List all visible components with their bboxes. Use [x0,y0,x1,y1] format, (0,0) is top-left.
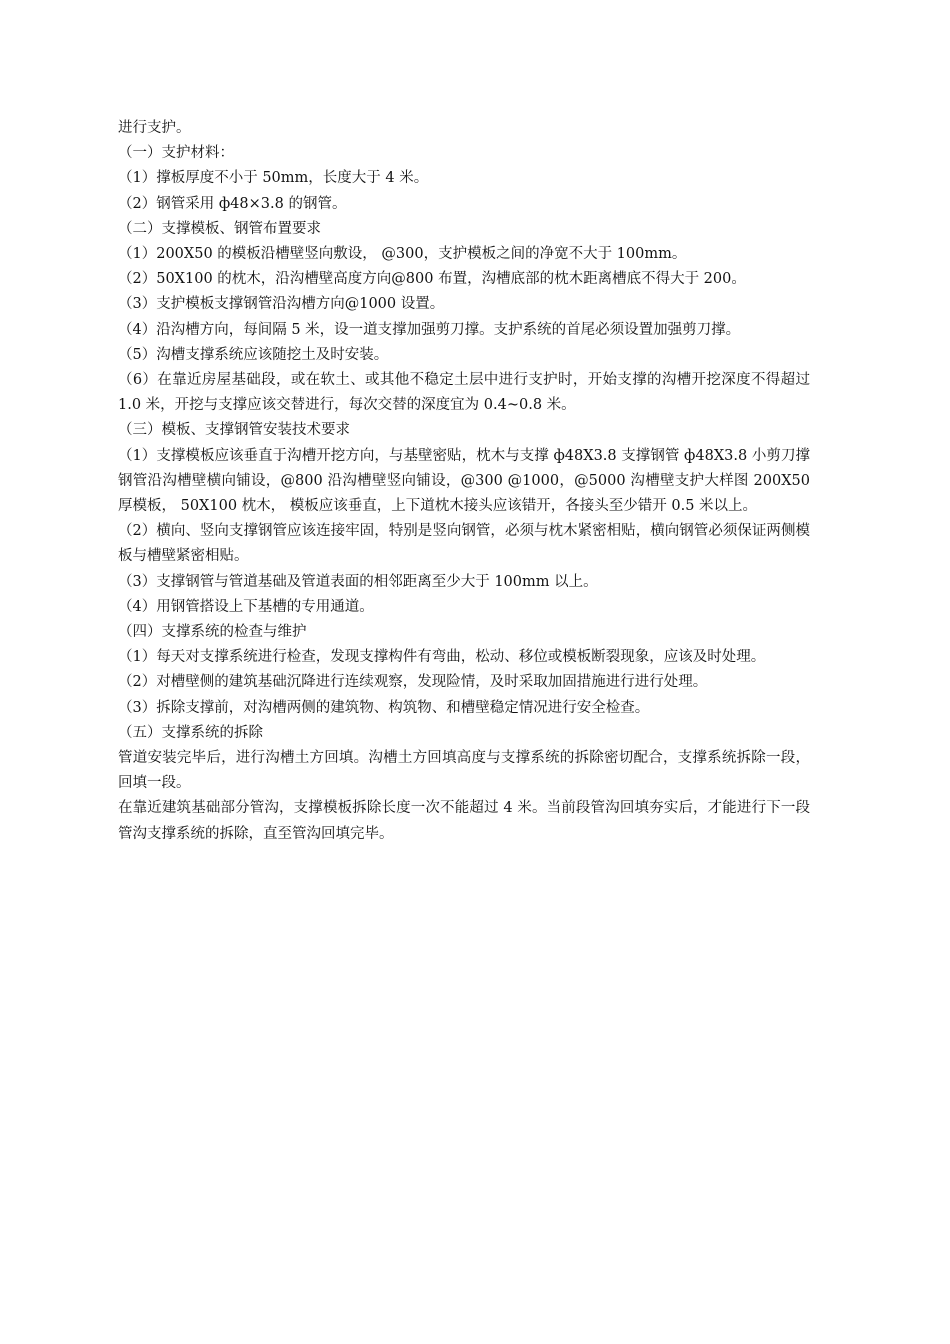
paragraph: （2）钢管采用 ф48×3.8 的钢管。 [118,195,347,212]
paragraph: （3）支撑钢管与管道基础及管道表面的相邻距离至少大于 100mm 以上。 [118,573,598,590]
section-heading: （三）模板、支撑钢管安装技术要求 [118,422,350,439]
paragraph: （2）50X100 的枕木，沿沟槽壁高度方向@800 布置，沟槽底部的枕木距离槽底不得大于 200。 [118,271,746,288]
paragraph: （2）横向、竖向支撑钢管应该连接牢固，特别是竖向钢管，必须与枕木紧密相贴，横向钢管必须保证两侧模板与槽壁紧密相贴。 [118,523,810,565]
paragraph: 进行支护。 [118,120,191,136]
paragraph: （6）在靠近房屋基础段，或在软土、或其他不稳定土层中进行支护时，开始支撑的沟槽开挖深度不得超过 1.0 米，开挖与支撑应该交替进行，每次交替的深度宜为 0.4~0.8 米。 [118,372,810,414]
section-heading: （二）支撑模板、钢管布置要求 [118,220,321,237]
paragraph: （3）拆除支撑前，对沟槽两侧的建筑物、构筑物、和槽壁稳定情况进行安全检查。 [118,699,650,716]
document-body [118,116,810,847]
paragraph: （4）沿沟槽方向，每间隔 5 米，设一道支撑加强剪刀撑。支护系统的首尾必须设置加强剪刀撑。 [118,321,741,338]
paragraph: 在靠近建筑基础部分管沟，支撑模板拆除长度一次不能超过 4 米。当前段管沟回填夯实后，才能进行下一段管沟支撑系统的拆除，直至管沟回填完毕。 [118,800,810,842]
paragraph: （1）撑板厚度不小于 50mm，长度大于 4 米。 [118,170,429,187]
section-heading: （五）支撑系统的拆除 [118,724,263,741]
paragraph: （2）对槽壁侧的建筑基础沉降进行连续观察，发现险情，及时采取加固措施进行进行处理。 [118,674,708,691]
paragraph: （4）用钢管搭设上下基槽的专用通道。 [118,598,374,615]
section-heading: （四）支撑系统的检查与维护 [118,624,307,641]
paragraph: （3）支护模板支撑钢管沿沟槽方向@1000 设置。 [118,296,445,313]
paragraph: （1）200X50 的模板沿槽壁竖向敷设， @300，支护模板之间的净宽不大于 100mm。 [118,246,687,263]
section-heading: （一）支护材料： [118,145,234,162]
paragraph: （5）沟槽支撑系统应该随挖土及时安装。 [118,346,389,363]
paragraph: （1）每天对支撑系统进行检查，发现支撑构件有弯曲，松动、移位或模板断裂现象，应该及时处理。 [118,649,766,666]
paragraph: 管道安装完毕后，进行沟槽土方回填。沟槽土方回填高度与支撑系统的拆除密切配合，支撑系统拆除一段，回填一段。 [118,750,810,792]
paragraph: （1）支撑模板应该垂直于沟槽开挖方向，与基壁密贴，枕木与支撑 ф48X3.8 支撑钢管 ф48X3.8 小剪刀撑钢管沿沟槽壁横向铺设，@800 沿沟槽壁竖向铺设，@300 @1000，@5000 沟槽壁支护大样图 200X50 厚模板， 50X100 枕木， 模板应该垂直，上下道枕木接头应该错开，各接头至少错开 0.5 米以上。 [118,447,810,515]
